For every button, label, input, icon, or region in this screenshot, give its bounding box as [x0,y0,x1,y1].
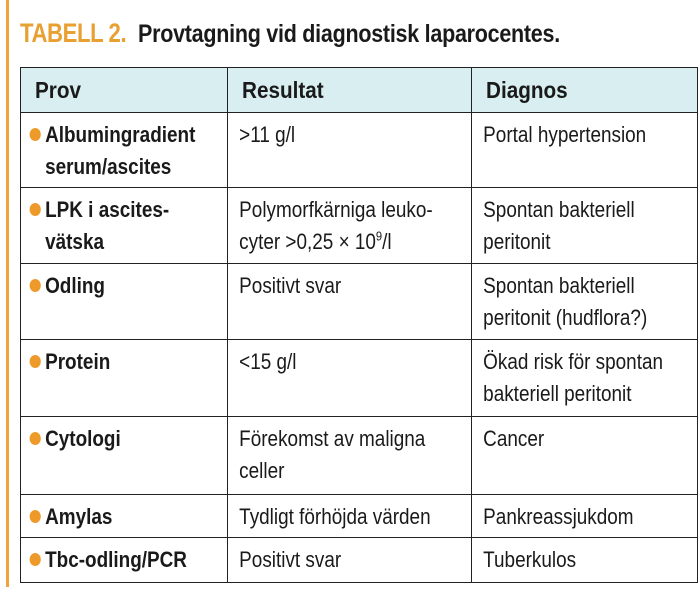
diagnos-text: Portal hypertension [483,122,647,147]
table-row [21,264,698,340]
resultat-cell [228,417,472,495]
resultat-cell [228,264,472,340]
diagnos-text: Pankreassjukdom [483,504,634,529]
prov-cell [21,188,228,264]
column-header-resultat: Resultat [228,68,472,113]
prov-cell [21,113,228,188]
resultat-text: Polymorfkärniga leuko- [239,197,433,222]
column-header-diagnos: Diagnos [472,68,698,113]
resultat-text: >11 g/l [239,122,296,147]
resultat-cell [228,340,472,417]
table-row [21,113,698,188]
table-row [21,340,698,417]
diagnos-text-line2: peritonit [483,229,551,254]
resultat-text: Tydligt förhöjda värden [239,504,431,529]
prov-label: Cytologi [45,426,121,451]
prov-label: LPK i ascites- [45,197,170,222]
prov-label: Tbc-odling/PCR [45,547,187,572]
column-header-prov: Prov [21,68,228,113]
diagnos-text: Ökad risk för spontan [483,349,664,374]
table-caption [20,18,629,58]
orange-dot-icon [30,203,41,216]
prov-label-line2: vätska [45,229,105,254]
diagnos-cell [472,264,698,340]
resultat-cell [228,495,472,538]
prov-label: Odling [45,273,105,298]
diagnos-cell [472,113,698,188]
resultat-text: Positivt svar [239,273,342,298]
prov-cell [21,340,228,417]
diagnos-text: Spontan bakteriell [483,273,635,298]
orange-dot-icon [30,128,41,141]
prov-cell [21,264,228,340]
page-margin-rule [6,0,9,587]
diagnos-text: Spontan bakteriell [483,197,635,222]
diagnos-text: Tuberkulos [483,547,577,572]
orange-dot-icon [30,553,41,566]
orange-dot-icon [30,432,41,445]
prov-cell [21,538,228,583]
table-row [21,417,698,495]
orange-dot-icon [30,510,41,523]
diagnos-text-line2: peritonit (hudflora?) [483,305,648,330]
resultat-text-line2: celler [239,458,285,483]
exponent: 9 [375,228,383,244]
table-number-label: TABELL 2. [20,18,127,48]
diagnos-cell [472,495,698,538]
resultat-cell [228,188,472,264]
table-row [21,188,698,264]
resultat-cell [228,538,472,583]
prov-label: Protein [45,349,111,374]
table-row [21,538,698,583]
prov-label: Amylas [45,504,113,529]
orange-dot-icon [30,279,41,292]
resultat-cell [228,113,472,188]
resultat-text-line2: cyter >0,25 × 10 [239,229,376,254]
resultat-unit: /l [382,229,392,254]
resultat-text: <15 g/l [239,349,297,374]
diagnostic-table [20,67,698,583]
diagnos-cell [472,417,698,495]
prov-label: Albumingradient [45,122,196,147]
table-title: Provtagning vid diagnostisk laparocentes. [138,20,560,48]
orange-dot-icon [30,355,41,368]
diagnos-text: Cancer [483,426,545,451]
resultat-text: Förekomst av maligna [239,426,426,451]
diagnos-text-line2: bakteriell peritonit [483,381,632,406]
resultat-text: Positivt svar [239,547,342,572]
table-row [21,495,698,538]
diagnos-cell [472,538,698,583]
prov-cell [21,495,228,538]
diagnos-cell [472,340,698,417]
header-row [21,68,698,113]
prov-cell [21,417,228,495]
prov-label-line2: serum/ascites [45,154,172,179]
diagnos-cell [472,188,698,264]
